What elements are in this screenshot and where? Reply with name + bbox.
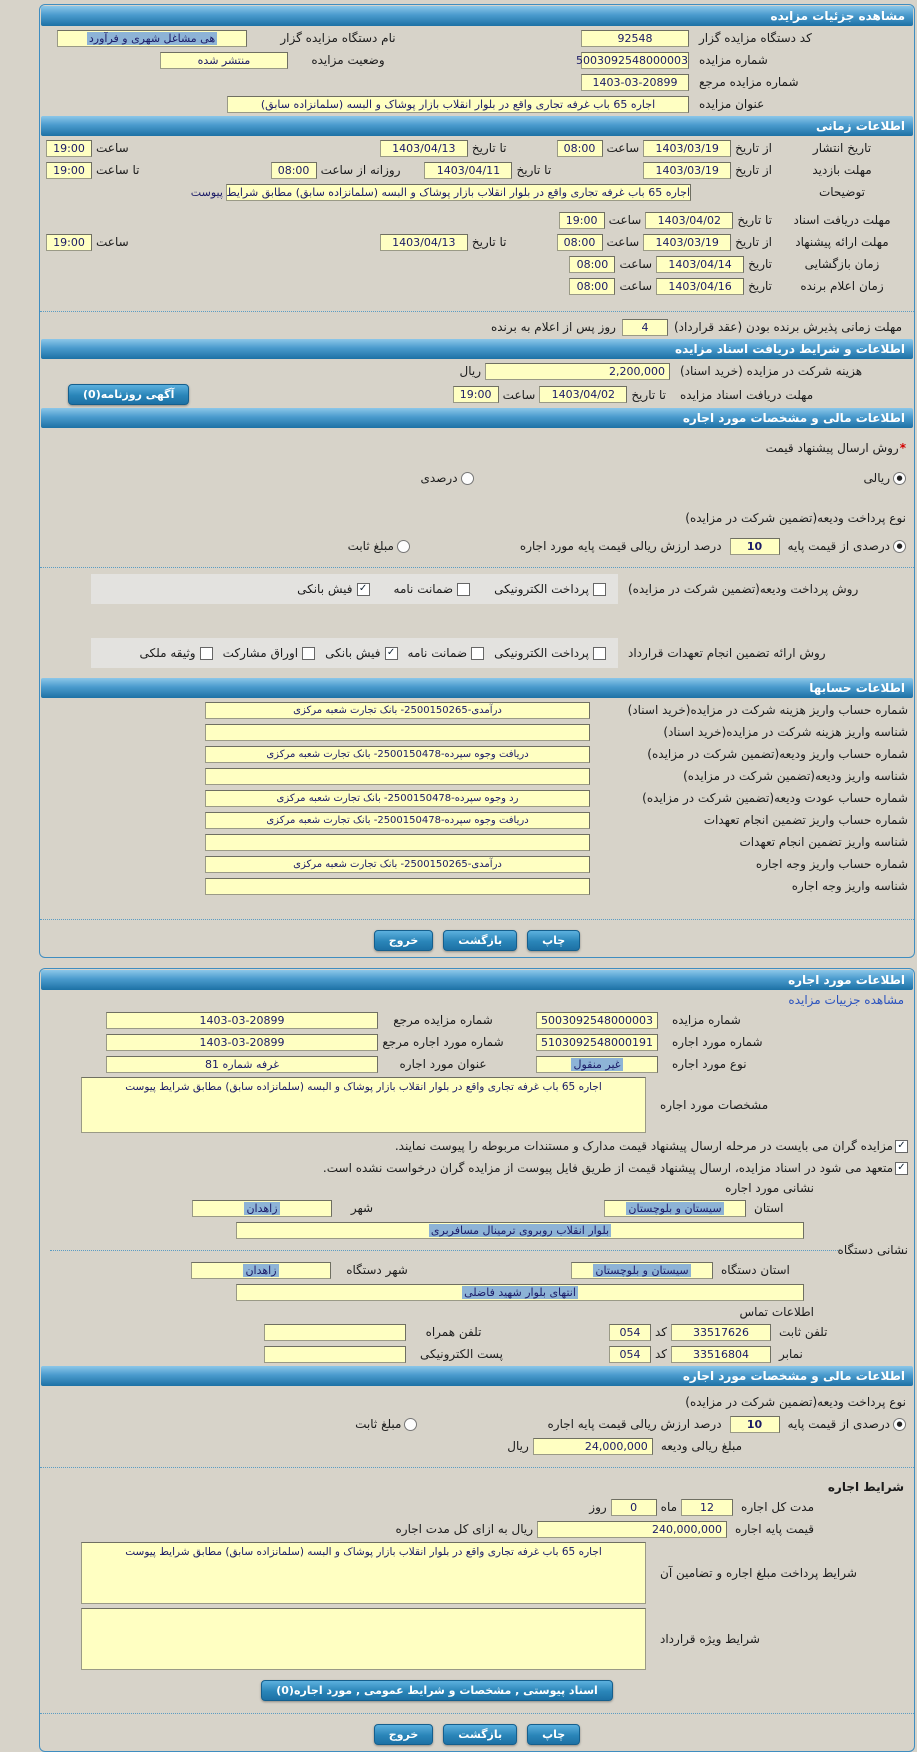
email-label: پست الکترونیکی: [420, 1347, 503, 1361]
checkbox-icon[interactable]: ✓: [895, 1140, 908, 1153]
account-input[interactable]: [205, 768, 590, 785]
auction-details-panel: [39, 4, 915, 958]
docs-deadline-label: مهلت دریافت اسناد: [793, 213, 891, 227]
row-lease-deposit-type: [40, 1387, 914, 1413]
pay-option-guarantee-letter[interactable]: [394, 582, 471, 596]
account-input[interactable]: [205, 724, 590, 741]
row-base-price: [40, 1518, 914, 1540]
pay-option-electronic[interactable]: [494, 582, 606, 596]
org-province-label: استان دستگاه: [721, 1263, 790, 1277]
row-deposit-pay-methods: [40, 572, 914, 606]
row-docs-deadline: [40, 209, 914, 231]
checkbox-icon[interactable]: [471, 647, 484, 660]
org-city-input[interactable]: زاهدان: [191, 1262, 331, 1279]
row-opening-time: [40, 253, 914, 275]
auction-ref-label: شماره مزایده مرجع: [699, 75, 799, 89]
offer-to-time-input[interactable]: 19:00: [46, 234, 92, 251]
percent-radio-label: درصدی: [420, 471, 458, 485]
duration-months-input[interactable]: 12: [681, 1499, 733, 1516]
row-lease-deposit-options: [40, 1413, 914, 1435]
phone-input[interactable]: 33517626: [671, 1324, 771, 1341]
fixed-amount-radio[interactable]: [397, 540, 410, 553]
to-date-token: تا تاریخ: [471, 235, 507, 249]
base-price-input[interactable]: 240,000,000: [537, 1521, 727, 1538]
account-input[interactable]: درآمدی-2500150265- بانک تجارت شعبه مرکزی: [205, 856, 590, 873]
account-input[interactable]: درآمدی-2500150265- بانک تجارت شعبه مرکزی: [205, 702, 590, 719]
docs-receive-time-input[interactable]: 19:00: [453, 386, 499, 403]
account-input[interactable]: [205, 834, 590, 851]
row-participation-fee: [40, 360, 914, 382]
auction-code-input[interactable]: 92548: [581, 30, 689, 47]
guarantee-option-guarantee-letter[interactable]: [408, 646, 485, 660]
special-terms-textarea[interactable]: [81, 1608, 646, 1670]
guarantee-option-property-collateral[interactable]: [140, 646, 213, 660]
account-input[interactable]: رد وجوه سپرده-2500150478- بانک تجارت شعبه مرکزی: [205, 790, 590, 807]
item-spec-textarea[interactable]: اجاره 65 باب غرفه تجاری واقع در بلوار انقلاب بازار پوشاک و البسه (سلمانزاده سابق) مطابق شرایط پیوست: [81, 1077, 646, 1133]
back-button[interactable]: بازگشت: [443, 1724, 517, 1745]
percent-base-radio[interactable]: ●: [893, 540, 906, 553]
note-text: مزایده گران می بایست در مرحله ارسال پیشنهاد قیمت مدارک و مستندات مربوطه را پیوست نمایند.: [394, 1139, 893, 1153]
from-date-token: از تاریخ: [735, 163, 772, 177]
guarantee-methods-band: [91, 638, 618, 668]
checkbox-label: ضمانت نامه: [393, 582, 454, 596]
checkbox-icon[interactable]: [200, 647, 213, 660]
item-title-input[interactable]: غرفه شماره 81: [106, 1056, 378, 1073]
panel2-buttons: [40, 1718, 914, 1751]
auction-no-label: شماره مزایده: [672, 1013, 741, 1027]
auction-ref-no-label: شماره مزایده مرجع: [393, 1013, 493, 1027]
hour-token: ساعت: [96, 141, 129, 155]
guarantee-option-electronic[interactable]: [494, 646, 606, 660]
row-award-deadline: [40, 316, 914, 338]
city-label: شهر: [350, 1201, 374, 1215]
lease-fixed-amount-label: مبلغ ثابت: [355, 1417, 402, 1431]
code-token: کد: [654, 1347, 667, 1361]
participation-fee-label: هزینه شرکت در مزایده (خرید اسناد): [680, 364, 863, 378]
note-row: [40, 1135, 914, 1157]
lease-percent-suffix: درصد ارزش ریالی قیمت پایه اجاره: [547, 1417, 722, 1431]
section-header-timing: اطلاعات زمانی: [41, 116, 913, 136]
account-label: شماره حساب واریز وجه اجاره: [755, 857, 908, 871]
checkbox-label: فیش بانکی: [325, 646, 381, 660]
account-row: [40, 875, 914, 897]
exit-button[interactable]: خروج: [374, 930, 434, 951]
auction-title-label: عنوان مزایده: [699, 97, 765, 111]
lease-item-panel: [39, 968, 915, 1752]
auction-number-input[interactable]: 5003092548000003: [576, 53, 688, 67]
account-row: [40, 765, 914, 787]
row-pay-terms: [40, 1540, 914, 1606]
visit-to-date-input[interactable]: 1403/04/11: [424, 162, 512, 179]
row-org-address: [40, 1281, 914, 1303]
fax-label: نمابر: [779, 1347, 803, 1361]
account-row: [40, 853, 914, 875]
winner-label: زمان اعلام برنده: [800, 279, 884, 293]
note-text: متعهد می شود در اسناد مزایده، ارسال پیشنهاد قیمت از طریق فایل پیوست از مزایده گران درخواست نشده است.: [322, 1161, 893, 1175]
rial-radio[interactable]: ●: [893, 472, 906, 485]
row-auction-code: [40, 27, 914, 49]
address-input[interactable]: بلوار انقلاب روبروی ترمینال مسافربری: [236, 1222, 804, 1239]
item-ref-no-label: شماره مورد اجاره مرجع: [382, 1035, 504, 1049]
row-special-terms: [40, 1606, 914, 1672]
row-auction-ref: [40, 71, 914, 93]
row-visit-dates: [40, 159, 914, 181]
row-publish-dates: [40, 137, 914, 159]
section-header-accounts: اطلاعات حسابها: [41, 678, 913, 698]
base-price-label: قیمت پایه اجاره: [735, 1522, 814, 1536]
deposit-pay-methods-band: [91, 574, 618, 604]
to-date-token: تا تاریخ: [737, 213, 772, 227]
hour-token: ساعت: [606, 141, 640, 155]
row-item-province: [40, 1197, 914, 1219]
item-no-label: شماره مورد اجاره: [672, 1035, 763, 1049]
account-label: شماره حساب واریز ودیعه(تضمین شرکت در مزایده): [647, 747, 908, 761]
rial-radio-label: ریالی: [863, 471, 890, 485]
newspaper-ad-button[interactable]: آگهی روزنامه(0): [68, 384, 189, 405]
mobile-label: تلفن همراه: [425, 1325, 482, 1339]
checkbox-icon[interactable]: [457, 583, 470, 596]
checkbox-icon[interactable]: [593, 647, 606, 660]
note-row: [40, 1157, 914, 1179]
publish-label: تاریخ انتشار: [812, 141, 872, 155]
print-button[interactable]: چاپ: [527, 930, 580, 951]
publish-from-time-input[interactable]: 08:00: [557, 140, 603, 157]
visit-from-time-input[interactable]: 08:00: [271, 162, 317, 179]
auction-details-page: [37, 0, 917, 1741]
row-deposit-amount: [40, 1435, 914, 1457]
account-label: شناسه واریز وجه اجاره: [791, 879, 908, 893]
mobile-input[interactable]: [264, 1324, 406, 1341]
org-province-input[interactable]: سیستان و بلوچستان: [571, 1262, 713, 1279]
row-docs-receive-deadline: [40, 382, 914, 407]
account-row: [40, 699, 914, 721]
deposit-pay-methods-label: روش پرداخت ودیعه(تضمین شرکت در مزایده): [628, 582, 859, 596]
percent-base-label: درصدی از قیمت پایه: [787, 539, 890, 553]
offer-to-date-input[interactable]: 1403/04/13: [380, 234, 468, 251]
account-row: [40, 721, 914, 743]
lease-fixed-amount-radio[interactable]: [404, 1418, 417, 1431]
province-label: استان: [754, 1201, 784, 1215]
back-button[interactable]: بازگشت: [443, 930, 517, 951]
opening-time-input[interactable]: 08:00: [569, 256, 615, 273]
org-city-label: شهر دستگاه: [346, 1263, 408, 1277]
item-address-title: نشانی مورد اجاره: [725, 1181, 814, 1195]
visit-from-date-input[interactable]: 1403/03/19: [643, 162, 731, 179]
offer-from-date-input[interactable]: 1403/03/19: [643, 234, 731, 251]
section-header-auction-details: مشاهده جزئیات مزایده: [41, 6, 913, 26]
row-phone: [40, 1321, 914, 1343]
view-auction-details-link[interactable]: مشاهده جزییات مزایده: [788, 993, 904, 1007]
lease-terms-title: شرایط اجاره: [827, 1480, 904, 1494]
account-label: شماره حساب عودت ودیعه(تضمین شرکت در مزایده): [642, 791, 908, 805]
auction-status-input[interactable]: منتشر شده: [160, 52, 288, 69]
row-org-province: [40, 1259, 914, 1281]
org-address-divider: [40, 1241, 914, 1259]
checkbox-label: اوراق مشارکت: [222, 646, 299, 660]
item-title-label: عنوان مورد اجاره: [399, 1057, 487, 1071]
account-label: شماره حساب واریز تضمین انجام تعهدات: [703, 813, 908, 827]
description-label: توضیحات: [818, 185, 866, 199]
print-button[interactable]: چاپ: [527, 1724, 580, 1745]
docs-deadline-time-input[interactable]: 19:00: [559, 212, 605, 229]
row-auction-number: [40, 49, 914, 71]
account-row: [40, 809, 914, 831]
phone-label: تلفن ثابت: [779, 1325, 828, 1339]
visit-label: مهلت بازدید: [812, 163, 872, 177]
code-token: کد: [654, 1325, 667, 1339]
lease-percent-base-radio[interactable]: ●: [893, 1418, 906, 1431]
date-token: تاریخ: [748, 279, 772, 293]
row-description: [40, 181, 914, 203]
row-item-address: [40, 1219, 914, 1241]
checkbox-label: فیش بانکی: [297, 582, 353, 596]
auction-ref-no-input[interactable]: 1403-03-20899: [106, 1012, 378, 1029]
account-label: شماره حساب واریز هزینه شرکت در مزایده(خرید اسناد): [627, 703, 908, 717]
item-ref-no-input[interactable]: 1403-03-20899: [106, 1034, 378, 1051]
row-price-method: [40, 429, 914, 459]
row-winner-time: [40, 275, 914, 297]
pay-terms-textarea[interactable]: اجاره 65 باب غرفه تجاری واقع در بلوار انقلاب بازار پوشاک و البسه (سلمانزاده سابق) مطابق شرایط پیوست: [81, 1542, 646, 1604]
opening-date-input[interactable]: 1403/04/14: [656, 256, 744, 273]
row-auction-title: [40, 93, 914, 115]
award-deadline-suffix: روز پس از اعلام به برنده: [490, 320, 616, 334]
day-token: روز: [589, 1500, 607, 1514]
account-input[interactable]: دریافت وجوه سپرده-2500150478- بانک تجارت شعبه مرکزی: [205, 812, 590, 829]
row-offer-dates: [40, 231, 914, 253]
dotted-line: [50, 1250, 838, 1251]
account-label: شناسه واریز تضمین انجام تعهدات: [739, 835, 908, 849]
visit-to-time-input[interactable]: 19:00: [46, 162, 92, 179]
checkbox-icon[interactable]: [302, 647, 315, 660]
to-date-token: تا تاریخ: [516, 163, 552, 177]
dotted-separator: [40, 567, 914, 568]
checkbox-icon[interactable]: ✓: [357, 583, 370, 596]
panel1-buttons: [40, 924, 914, 957]
winner-time-input[interactable]: 08:00: [569, 278, 615, 295]
exit-button[interactable]: خروج: [374, 1724, 434, 1745]
checkbox-label: پرداخت الکترونیکی: [494, 646, 589, 660]
row-guarantee-methods: [40, 636, 914, 670]
pay-terms-label: شرایط پرداخت مبلغ اجاره و تضامین آن: [660, 1566, 857, 1580]
auction-ref-input[interactable]: 1403-03-20899: [581, 74, 689, 91]
publish-to-date-input[interactable]: 1403/04/13: [380, 140, 468, 157]
base-price-suffix: ریال به ازای کل مدت اجاره: [395, 1522, 534, 1536]
lease-deposit-type-label: نوع پرداخت ودیعه(تضمین شرکت در مزایده): [685, 1395, 906, 1409]
section-header-lease-financial: اطلاعات مالی و مشخصات مورد اجاره: [41, 1366, 913, 1386]
opening-label: زمان بازگشایی: [804, 257, 880, 271]
docs-receive-date-input[interactable]: 1403/04/02: [539, 386, 627, 403]
lease-percent-value-input[interactable]: 10: [730, 1416, 780, 1433]
contact-title: اطلاعات تماس: [739, 1305, 814, 1319]
price-method-label: روش ارسال پیشنهاد قیمت: [765, 441, 899, 455]
row-item-type: [40, 1053, 914, 1075]
hour-token: ساعت: [96, 235, 129, 249]
checkbox-label: ضمانت نامه: [407, 646, 468, 660]
fixed-amount-label: مبلغ ثابت: [347, 539, 394, 553]
dotted-separator: [40, 1713, 914, 1714]
item-no-input[interactable]: 5103092548000191: [536, 1034, 658, 1051]
item-type-label: نوع مورد اجاره: [672, 1057, 747, 1071]
award-days-input[interactable]: 4: [622, 319, 668, 336]
award-deadline-label: مهلت زمانی پذیرش برنده بودن (عقد قرارداد): [673, 320, 902, 334]
checkbox-icon[interactable]: ✓: [385, 647, 398, 660]
dotted-separator: [40, 1467, 914, 1468]
account-label: شناسه واریز هزینه شرکت در مزایده(خرید اسناد): [663, 725, 908, 739]
percent-radio[interactable]: [461, 472, 474, 485]
winner-date-input[interactable]: 1403/04/16: [656, 278, 744, 295]
required-asterisk: *: [899, 441, 906, 455]
publish-from-date-input[interactable]: 1403/03/19: [643, 140, 731, 157]
checkbox-label: پرداخت الکترونیکی: [494, 582, 589, 596]
account-row: [40, 787, 914, 809]
phone-code-input[interactable]: 054: [609, 1324, 651, 1341]
date-token: تاریخ: [748, 257, 772, 271]
account-input[interactable]: دریافت وجوه سپرده-2500150478- بانک تجارت شعبه مرکزی: [205, 746, 590, 763]
row-item-spec: [40, 1075, 914, 1135]
account-row: [40, 831, 914, 853]
deposit-amount-label: مبلغ ریالی ودیعه: [660, 1439, 742, 1453]
offer-from-time-input[interactable]: 08:00: [557, 234, 603, 251]
checkbox-icon[interactable]: ✓: [895, 1162, 908, 1175]
auction-status-label: وضعیت مزایده: [311, 53, 385, 67]
item-type-input[interactable]: غیر منقول: [536, 1056, 658, 1073]
to-date-token: تا تاریخ: [471, 141, 507, 155]
fax-input[interactable]: 33516804: [671, 1346, 771, 1363]
duration-days-input[interactable]: 0: [611, 1499, 657, 1516]
row-deposit-type-options: [40, 529, 914, 563]
to-hour-token: تا ساعت: [96, 163, 140, 177]
rial-token: ریال: [507, 1439, 529, 1453]
account-label: شناسه واریز ودیعه(تضمین شرکت در مزایده): [683, 769, 908, 783]
section-header-lease-item: اطلاعات مورد اجاره: [41, 970, 913, 990]
row-item-no: [40, 1031, 914, 1053]
attachments-row: [0, 1672, 874, 1709]
org-name-input[interactable]: هی مشاغل شهری و فرآورد: [57, 30, 247, 47]
account-input[interactable]: [205, 878, 590, 895]
auction-number-label: شماره مزایده: [699, 53, 768, 67]
from-date-token: از تاریخ: [735, 235, 772, 249]
row-price-method-options: [40, 459, 914, 497]
org-address-title: نشانی دستگاه: [837, 1243, 908, 1257]
section-header-docs: اطلاعات و شرایط دریافت اسناد مزایده: [41, 339, 913, 359]
row-lease-duration: [40, 1496, 914, 1518]
auction-no-input[interactable]: 5003092548000003: [536, 1012, 658, 1029]
lease-percent-base-label: درصدی از قیمت پایه: [787, 1417, 890, 1431]
row-deposit-type: [40, 497, 914, 529]
docs-receive-label: مهلت دریافت اسناد مزایده: [680, 387, 814, 402]
month-token: ماه: [660, 1500, 678, 1514]
dotted-separator: [40, 311, 914, 312]
auction-code-label: کد دستگاه مزایده گزار: [699, 31, 812, 45]
hour-token: ساعت: [606, 235, 640, 249]
province-input[interactable]: سیستان و بلوچستان: [604, 1200, 746, 1217]
guarantee-option-bank-slip[interactable]: [325, 646, 397, 660]
checkbox-icon[interactable]: [593, 583, 606, 596]
special-terms-label: شرایط ویژه قرارداد: [660, 1632, 760, 1646]
attachments-button[interactable]: اسناد پیوستی , مشخصات و شرایط عمومی , مورد اجاره(0): [261, 1680, 613, 1701]
publish-to-time-input[interactable]: 19:00: [46, 140, 92, 157]
hour-token: ساعت: [502, 387, 536, 402]
rial-token: ریال: [459, 364, 481, 378]
fax-code-input[interactable]: 054: [609, 1346, 651, 1363]
to-date-token: تا تاریخ: [631, 387, 666, 402]
percent-base-suffix: درصد ارزش ریالی قیمت پایه مورد اجاره: [519, 539, 722, 553]
docs-deadline-date-input[interactable]: 1403/04/02: [645, 212, 733, 229]
deposit-amount-input[interactable]: 24,000,000: [533, 1438, 653, 1455]
email-input[interactable]: [264, 1346, 406, 1363]
row-fax: [40, 1343, 914, 1365]
section-header-financial: اطلاعات مالی و مشخصات مورد اجاره: [41, 408, 913, 428]
hour-token: ساعت: [619, 279, 653, 293]
org-address-input[interactable]: انتهای بلوار شهید فاضلی: [236, 1284, 804, 1301]
row-auction-no: [40, 1009, 914, 1031]
daily-from-token: روزانه از ساعت: [320, 163, 401, 177]
description-input[interactable]: اجاره 65 باب غرفه تجاری واقع در بلوار انقلاب بازار پوشاک و البسه (سلمانزاده سابق) مطابق شرایط پیوست: [190, 185, 690, 199]
account-row: [40, 743, 914, 765]
auction-title-input[interactable]: اجاره 65 باب غرفه تجاری واقع در بلوار انقلاب بازار پوشاک و البسه (سلمانزاده سابق): [227, 96, 689, 113]
participation-fee-input[interactable]: 2,200,000: [485, 363, 670, 380]
offer-label: مهلت ارائه پیشنهاد: [795, 235, 889, 249]
checkbox-label: وثیقه ملکی: [139, 646, 196, 660]
pay-option-bank-slip[interactable]: [297, 582, 369, 596]
duration-label: مدت کل اجاره: [741, 1500, 814, 1514]
hour-token: ساعت: [619, 257, 653, 271]
from-date-token: از تاریخ: [735, 141, 772, 155]
item-spec-label: مشخصات مورد اجاره: [660, 1098, 769, 1112]
percent-base-value-input[interactable]: 10: [730, 538, 780, 555]
view-details-row: [40, 991, 914, 1009]
org-name-label: نام دستگاه مزایده گزار: [280, 31, 396, 45]
hour-token: ساعت: [608, 213, 642, 227]
dotted-separator: [40, 919, 914, 920]
guarantee-methods-label: روش ارائه تضمین انجام تعهدات قرارداد: [628, 646, 826, 660]
deposit-type-label: نوع پرداخت ودیعه(تضمین شرکت در مزایده): [685, 511, 906, 525]
guarantee-option-participation-bonds[interactable]: [223, 646, 315, 660]
city-input[interactable]: زاهدان: [192, 1200, 332, 1217]
